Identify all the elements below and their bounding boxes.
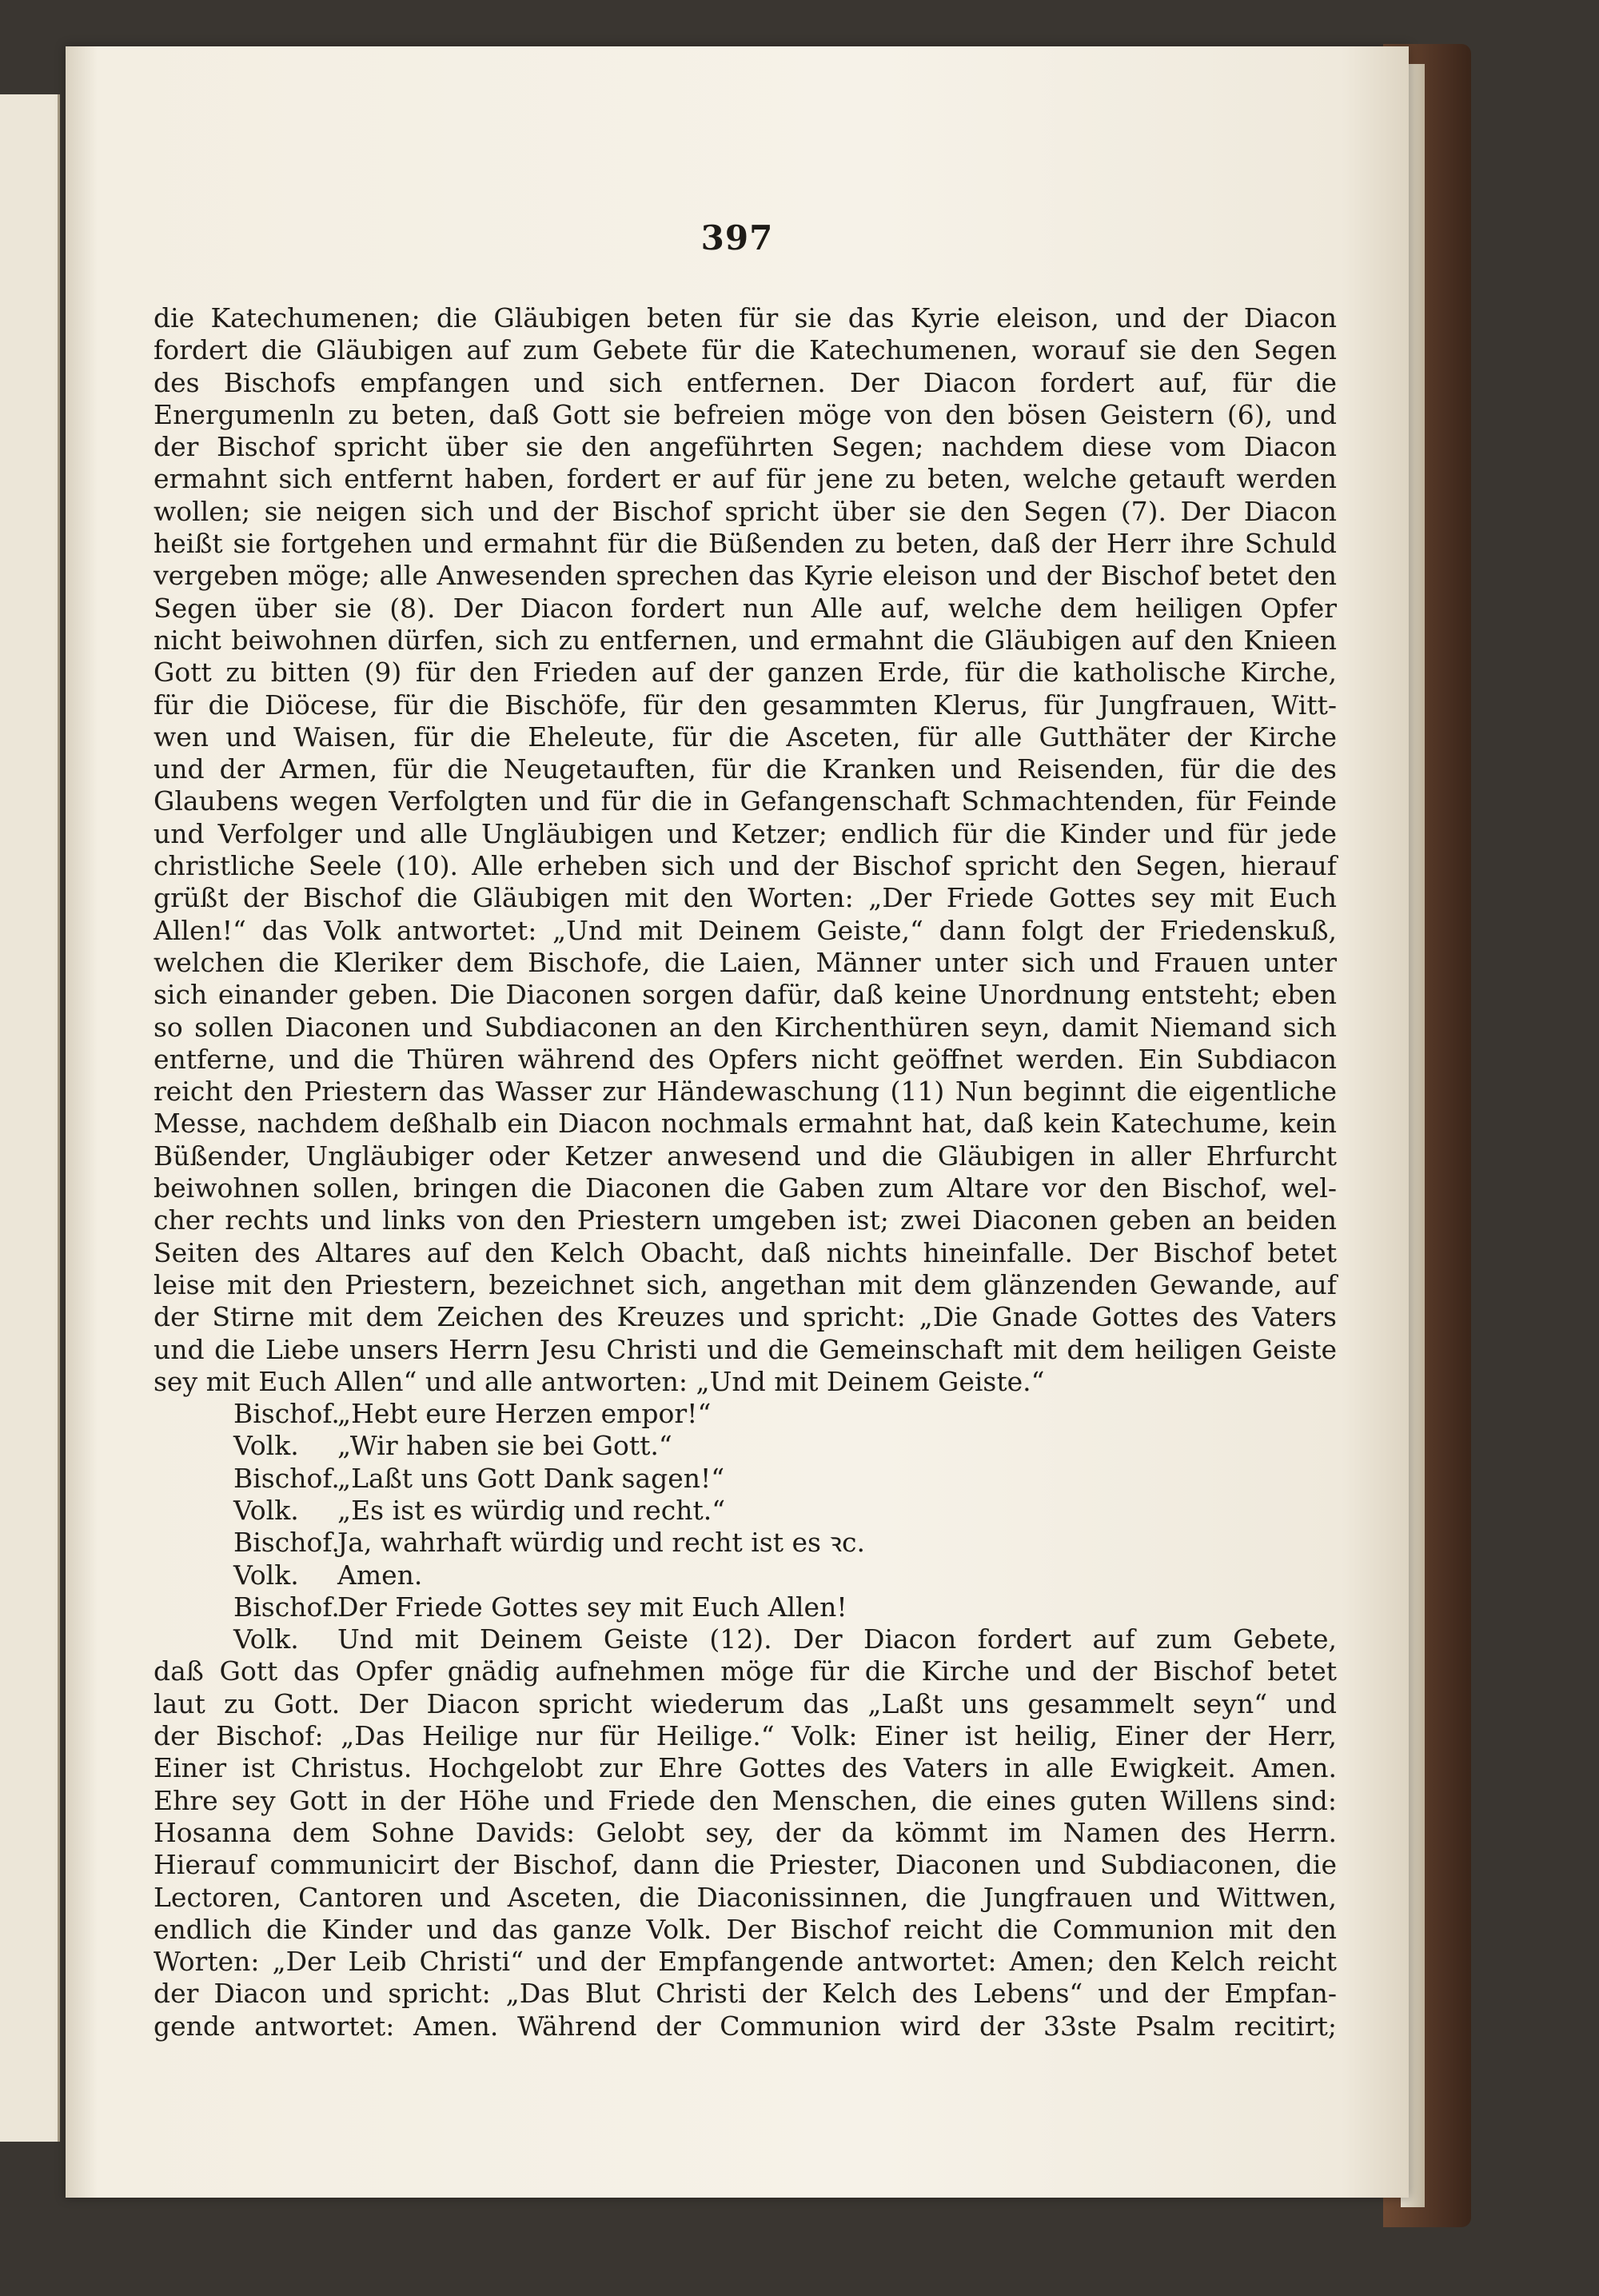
text-line: der Bischof: „Das Heilige nur für Heilige.“ Volk: Einer ist heilig, Einer der Herr, — [154, 1720, 1337, 1752]
text-line: Energumenln zu beten, daß Gott sie befreien möge von den bösen Geistern (6), und — [154, 398, 1337, 430]
dialogue-speaker: Volk. — [233, 1559, 299, 1591]
dialogue-line — [154, 1495, 1337, 1527]
dialogue-line — [154, 1559, 1337, 1591]
text-line: vergeben möge; alle Anwesenden sprechen das Kyrie eleison und der Bischof betet den — [154, 560, 1337, 592]
dialogue-text: „Wir haben sie bei Gott.“ — [337, 1430, 672, 1462]
text-line: sich einander geben. Die Diaconen sorgen dafür, daß keine Unordnung entsteht; eben — [154, 979, 1337, 1011]
dialogue-text: Und mit Deinem Geiste (12). Der Diacon fordert auf zum Gebete, — [337, 1623, 1337, 1655]
text-line: leise mit den Priestern, bezeichnet sich, angethan mit dem glänzenden Gewande, auf — [154, 1268, 1337, 1300]
dialogue-speaker: Volk. — [233, 1623, 299, 1655]
dialogue-text: Der Friede Gottes sey mit Euch Allen! — [337, 1591, 847, 1623]
text-line: welchen die Kleriker dem Bischofe, die Laien, Männer unter sich und Frauen unter — [154, 946, 1337, 978]
dialogue-speaker: Bischof. — [233, 1398, 340, 1430]
dialogue-speaker: Bischof. — [233, 1527, 340, 1559]
facing-page-edge — [0, 94, 60, 2142]
dialogue-speaker: Volk. — [233, 1430, 299, 1462]
page-number: 397 — [700, 218, 774, 258]
text-line: der Bischof spricht über sie den angeführten Segen; nachdem diese vom Diacon — [154, 431, 1337, 463]
text-line: nicht beiwohnen dürfen, sich zu entfernen, und ermahnt die Gläubigen auf den Knieen — [154, 624, 1337, 656]
dialogue-speaker: Volk. — [233, 1494, 299, 1526]
text-line: endlich die Kinder und das ganze Volk. Der Bischof reicht die Communion mit den — [154, 1913, 1337, 1945]
text-line: sey mit Euch Allen“ und alle antworten: „Und mit Deinem Geiste.“ — [154, 1365, 1045, 1397]
text-line: gende antwortet: Amen. Während der Communion wird der 33ste Psalm recitirt; — [154, 2010, 1337, 2042]
dialogue-line — [154, 1398, 1337, 1430]
text-line: Glaubens wegen Verfolgten und für die in Gefangenschaft Schmachtenden, für Feinde — [154, 785, 1337, 817]
text-line: beiwohnen sollen, bringen die Diaconen die Gaben zum Altare vor den Bischof, wel- — [154, 1172, 1337, 1204]
text-line: laut zu Gott. Der Diacon spricht wiederum das „Laßt uns gesammelt seyn“ und — [154, 1687, 1337, 1719]
page-body — [154, 302, 1337, 2042]
text-line: der Diacon und spricht: „Das Blut Christi der Kelch des Lebens“ und der Empfan- — [154, 1978, 1337, 2010]
text-line: wen und Waisen, für die Eheleute, für die Asceten, für alle Gutthäter der Kirche — [154, 721, 1337, 753]
dialogue-text: „Es ist es würdig und recht.“ — [337, 1494, 726, 1526]
dialogue-text: Ja, wahrhaft würdig und recht ist es ꝛc. — [337, 1527, 866, 1559]
text-line: daß Gott das Opfer gnädig aufnehmen möge für die Kirche und der Bischof betet — [154, 1655, 1337, 1687]
dialogue-line — [154, 1463, 1337, 1495]
text-line: wollen; sie neigen sich und der Bischof spricht über sie den Segen (7). Der Diacon — [154, 495, 1337, 527]
text-line: Lectoren, Cantoren und Asceten, die Diaconissinnen, die Jungfrauen und Wittwen, — [154, 1881, 1337, 1913]
text-line: fordert die Gläubigen auf zum Gebete für die Katechumenen, worauf sie den Segen — [154, 334, 1337, 366]
text-line: Ehre sey Gott in der Höhe und Friede den Menschen, die eines guten Willens sind: — [154, 1784, 1337, 1816]
closing-paragraph — [154, 1623, 1337, 2042]
text-line: für die Diöcese, für die Bischöfe, für den gesammten Klerus, für Jungfrauen, Witt- — [154, 689, 1337, 721]
dialogue-speaker: Bischof. — [233, 1591, 340, 1623]
text-line: Messe, nachdem deßhalb ein Diacon nochmals ermahnt hat, daß kein Katechume, kein — [154, 1108, 1337, 1140]
text-line — [154, 1623, 1337, 1655]
book-page — [66, 46, 1409, 2198]
text-line: und der Armen, für die Neugetauften, für die Kranken und Reisenden, für die des — [154, 753, 1337, 785]
main-paragraph — [154, 302, 1337, 1398]
text-line: Hierauf communicirt der Bischof, dann die Priester, Diaconen und Subdiaconen, die — [154, 1849, 1337, 1881]
liturgical-dialogue — [154, 1398, 1337, 1623]
dialogue-text: Amen. — [337, 1559, 423, 1591]
dialogue-line — [154, 1430, 1337, 1462]
text-line: Worten: „Der Leib Christi“ und der Empfangende antwortet: Amen; den Kelch reicht — [154, 1946, 1337, 1978]
text-line: Gott zu bitten (9) für den Frieden auf der ganzen Erde, für die katholische Kirche, — [154, 657, 1337, 689]
text-line: Einer ist Christus. Hochgelobt zur Ehre Gottes des Vaters in alle Ewigkeit. Amen. — [154, 1752, 1337, 1784]
text-line: Büßender, Ungläubiger oder Ketzer anwesend und die Gläubigen in aller Ehrfurcht — [154, 1140, 1337, 1172]
dialogue-line — [154, 1591, 1337, 1623]
text-line: Seiten des Altares auf den Kelch Obacht, daß nichts hineinfalle. Der Bischof betet — [154, 1236, 1337, 1268]
dialogue-speaker: Bischof. — [233, 1462, 340, 1494]
text-line: Allen!“ das Volk antwortet: „Und mit Deinem Geiste,“ dann folgt der Friedenskuß, — [154, 914, 1337, 946]
text-line: grüßt der Bischof die Gläubigen mit den Worten: „Der Friede Gottes sey mit Euch — [154, 882, 1337, 914]
text-line: Segen über sie (8). Der Diacon fordert nun Alle auf, welche dem heiligen Opfer — [154, 592, 1337, 624]
text-line: so sollen Diaconen und Subdiaconen an den Kirchenthüren seyn, damit Niemand sich — [154, 1011, 1337, 1043]
text-line: ermahnt sich entfernt haben, fordert er auf für jene zu beten, welche getauft werden — [154, 463, 1337, 495]
text-line: und Verfolger und alle Ungläubigen und Ketzer; endlich für die Kinder und für jede — [154, 817, 1337, 849]
text-line: Hosanna dem Sohne Davids: Gelobt sey, der da kömmt im Namen des Herrn. — [154, 1816, 1337, 1848]
dialogue-text: „Hebt eure Herzen empor!“ — [337, 1398, 712, 1430]
text-line: und die Liebe unsers Herrn Jesu Christi und die Gemeinschaft mit dem heiligen Geiste — [154, 1333, 1337, 1365]
text-line: des Bischofs empfangen und sich entfernen. Der Diacon fordert auf, für die — [154, 366, 1337, 398]
dialogue-line — [154, 1527, 1337, 1559]
text-line: christliche Seele (10). Alle erheben sich und der Bischof spricht den Segen, hierauf — [154, 850, 1337, 882]
text-line: der Stirne mit dem Zeichen des Kreuzes und spricht: „Die Gnade Gottes des Vaters — [154, 1301, 1337, 1333]
text-line: die Katechumenen; die Gläubigen beten für sie das Kyrie eleison, und der Diacon — [154, 302, 1337, 333]
dialogue-text: „Laßt uns Gott Dank sagen!“ — [337, 1462, 725, 1494]
text-line: entferne, und die Thüren während des Opfers nicht geöffnet werden. Ein Subdiacon — [154, 1043, 1337, 1075]
text-line: heißt sie fortgehen und ermahnt für die Büßenden zu beten, daß der Herr ihre Schuld — [154, 528, 1337, 560]
text-line: cher rechts und links von den Priestern umgeben ist; zwei Diaconen geben an beiden — [154, 1204, 1337, 1236]
text-line: reicht den Priestern das Wasser zur Händewaschung (11) Nun beginnt die eigentliche — [154, 1076, 1337, 1108]
